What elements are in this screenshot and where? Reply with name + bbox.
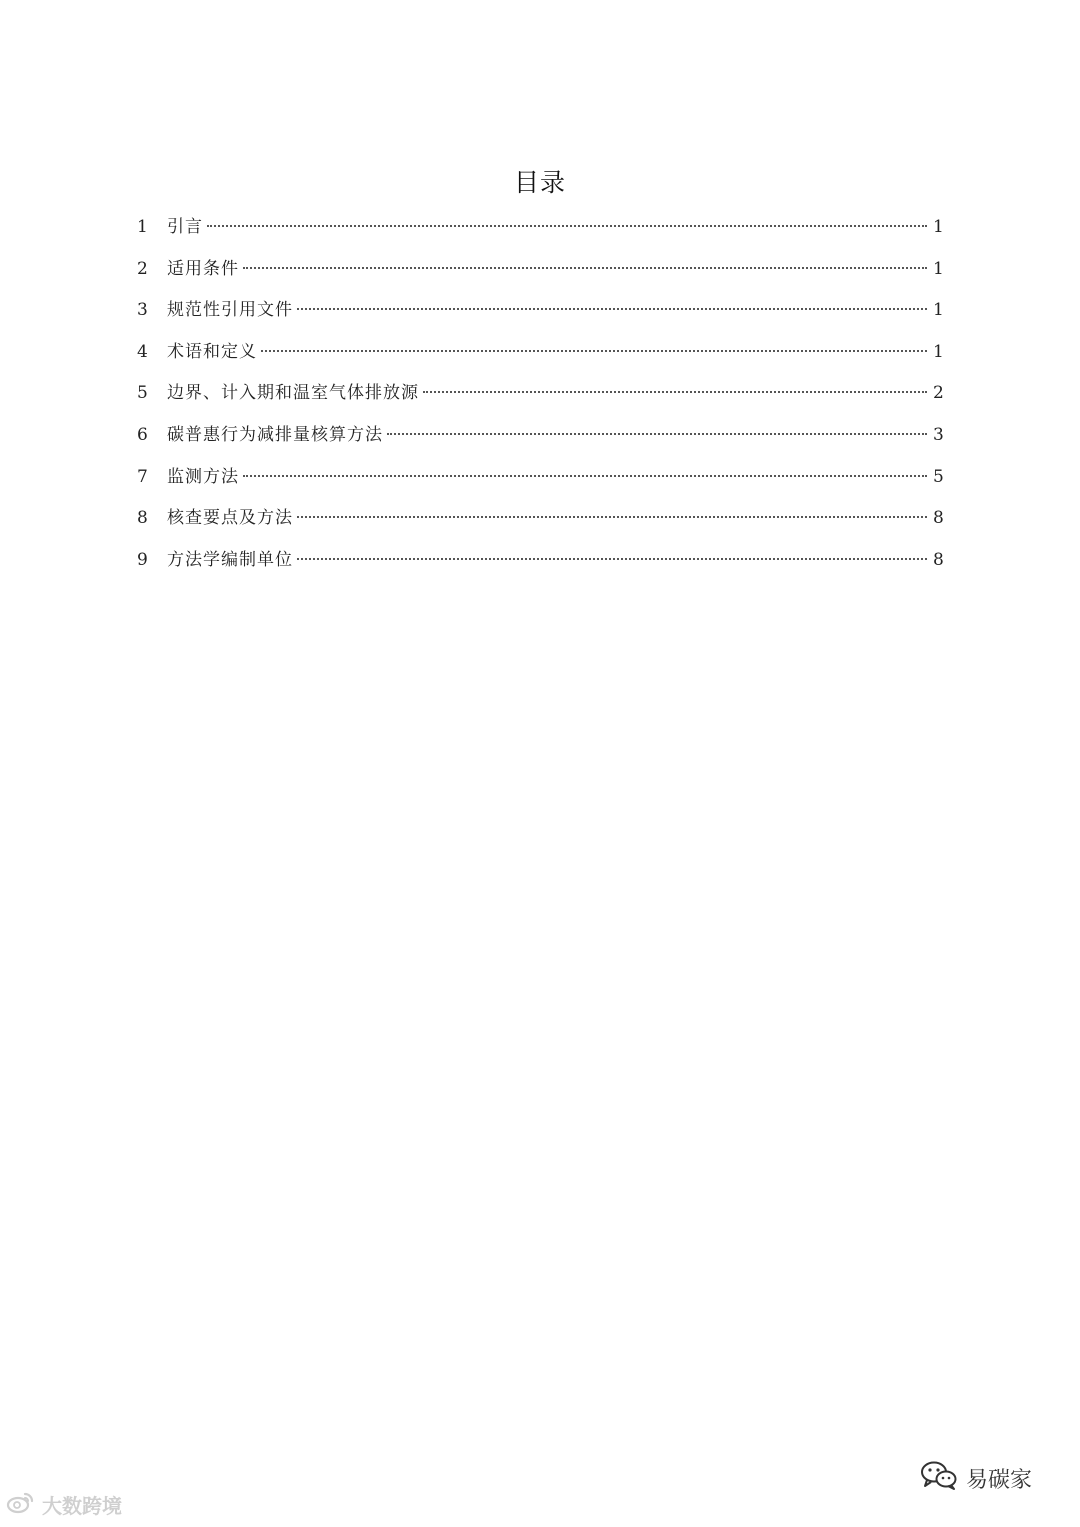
toc-entry (137, 457, 943, 499)
toc-entry-page: 3 (933, 424, 944, 445)
toc-entry-label: 术语和定义 (167, 341, 257, 362)
toc-entry-page: 8 (933, 549, 944, 570)
toc-entry-number: 4 (137, 341, 148, 362)
toc-dot-leader (243, 475, 927, 477)
toc-dot-leader (387, 433, 927, 435)
toc-dot-leader (297, 308, 927, 310)
toc-entry-number: 7 (137, 466, 148, 487)
toc-entry (137, 540, 943, 582)
toc-entry-page: 1 (933, 300, 944, 321)
toc-dot-leader (423, 391, 927, 393)
toc-entry-label: 方法学编制单位 (167, 549, 293, 570)
toc-entry-number: 9 (137, 549, 148, 570)
toc-entry-number: 6 (137, 424, 148, 445)
toc-entry-label: 碳普惠行为减排量核算方法 (167, 424, 383, 445)
toc-entry-page: 1 (933, 217, 944, 237)
toc-entry-label: 规范性引用文件 (167, 300, 293, 321)
toc-entry-number: 1 (137, 217, 148, 237)
toc-entry-number: 3 (137, 300, 148, 321)
weibo-logo-icon (6, 1490, 36, 1519)
toc-entry-page: 2 (933, 383, 944, 404)
toc-dot-leader (207, 225, 927, 227)
toc-entry-label: 适用条件 (167, 258, 239, 279)
toc-entry-page: 1 (933, 341, 944, 362)
watermark-right (920, 1460, 1032, 1496)
watermark-left-text: 大数跨境 (42, 1493, 122, 1518)
toc-entry (137, 373, 943, 415)
toc-entry-page: 8 (933, 508, 944, 529)
toc-entry (137, 290, 943, 332)
toc-entry-number: 5 (137, 383, 148, 404)
toc-dot-leader (297, 516, 927, 518)
toc-entry (137, 498, 943, 540)
toc-title: 目录 (513, 168, 566, 197)
toc-dot-leader (297, 558, 927, 560)
toc-entry-number: 2 (137, 258, 148, 279)
toc-entry-number: 8 (137, 508, 148, 529)
toc-entry-page: 5 (933, 466, 944, 487)
toc-entry-label: 监测方法 (167, 466, 239, 487)
toc-entry (137, 249, 943, 291)
toc-entry-page: 1 (933, 258, 944, 279)
toc-entry-label: 边界、计入期和温室气体排放源 (167, 383, 419, 404)
toc-entry (137, 207, 943, 249)
toc-entry (137, 415, 943, 457)
toc-dot-leader (243, 267, 927, 269)
toc-dot-leader (261, 350, 927, 352)
watermark-right-text: 易碳家 (966, 1467, 1033, 1493)
toc-list (137, 207, 943, 581)
toc-entry (137, 332, 943, 374)
toc-entry-label: 核查要点及方法 (167, 508, 293, 529)
toc-entry-label: 引言 (167, 217, 203, 237)
watermark-left (6, 1489, 122, 1519)
wechat-logo-icon (920, 1460, 958, 1496)
